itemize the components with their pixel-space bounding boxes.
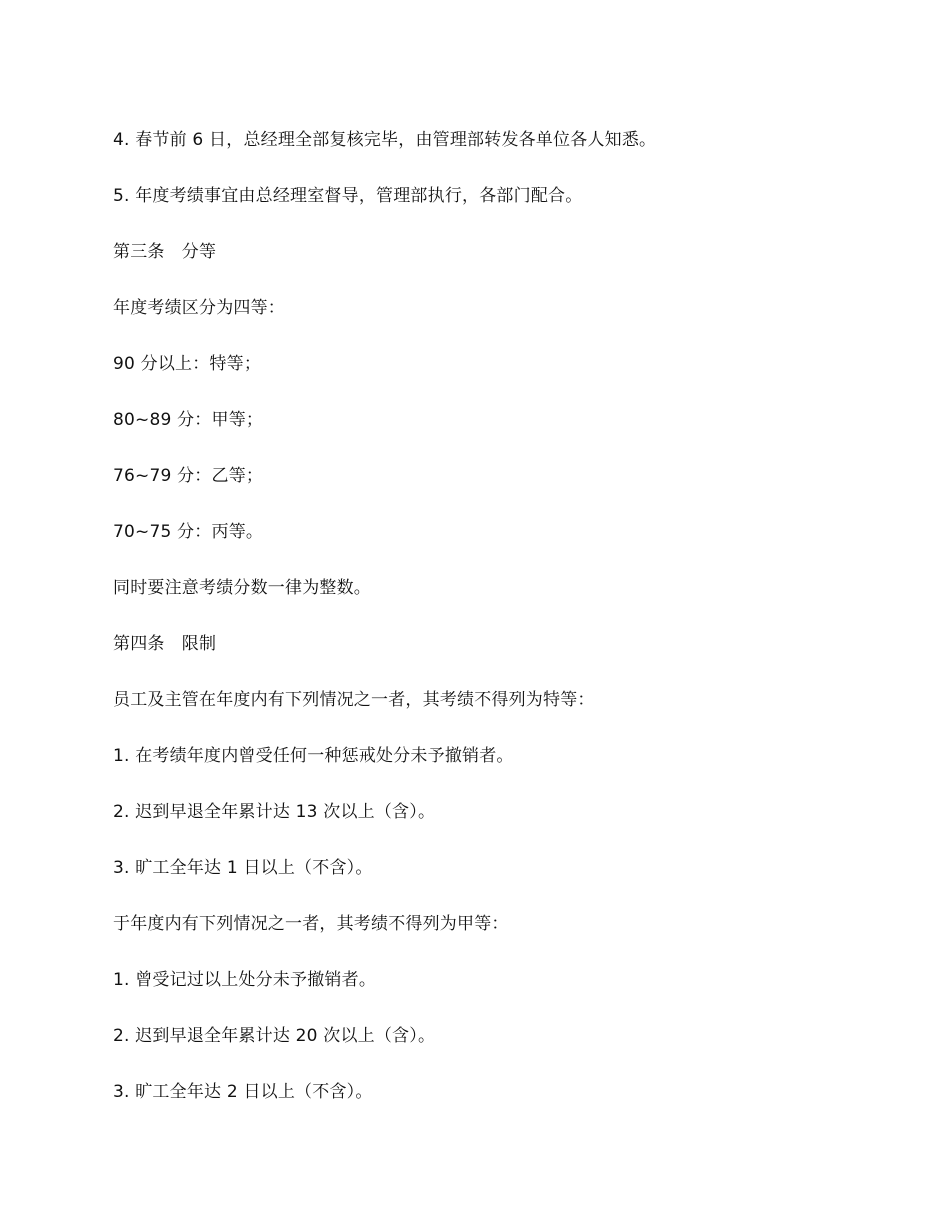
a-restriction-item-3: 3. 旷工全年达 2 日以上（不含）。 — [113, 1082, 373, 1102]
special-restriction-item-1: 1. 在考绩年度内曾受任何一种惩戒处分未予撤销者。 — [113, 746, 514, 766]
grade-a: 80~89 分：甲等； — [113, 410, 264, 430]
a-restriction-item-1: 1. 曾受记过以上处分未予撤销者。 — [113, 970, 377, 990]
grade-special: 90 分以上：特等； — [113, 354, 262, 374]
section-heading-article-3: 第三条 分等 — [113, 242, 217, 262]
section-heading-article-4: 第四条 限制 — [113, 634, 217, 654]
paragraph-item-5-supervision: 5. 年度考绩事宜由总经理室督导，管理部执行，各部门配合。 — [113, 186, 583, 206]
grade-c: 70~75 分：丙等。 — [113, 522, 264, 542]
paragraph-item-4-review-complete: 4. 春节前 6 日，总经理全部复核完毕，由管理部转发各单位各人知悉。 — [113, 130, 657, 150]
special-restriction-item-2: 2. 迟到早退全年累计达 13 次以上（含）。 — [113, 802, 436, 822]
a-restriction-item-2: 2. 迟到早退全年累计达 20 次以上（含）。 — [113, 1026, 436, 1046]
paragraph-special-restriction: 员工及主管在年度内有下列情况之一者，其考绩不得列为特等： — [113, 690, 595, 710]
special-restriction-item-3: 3. 旷工全年达 1 日以上（不含）。 — [113, 858, 373, 878]
grade-b: 76~79 分：乙等； — [113, 466, 264, 486]
paragraph-integer-note: 同时要注意考绩分数一律为整数。 — [113, 578, 371, 598]
paragraph-a-restriction: 于年度内有下列情况之一者，其考绩不得列为甲等： — [113, 914, 509, 934]
paragraph-grade-intro: 年度考绩区分为四等： — [113, 298, 285, 318]
